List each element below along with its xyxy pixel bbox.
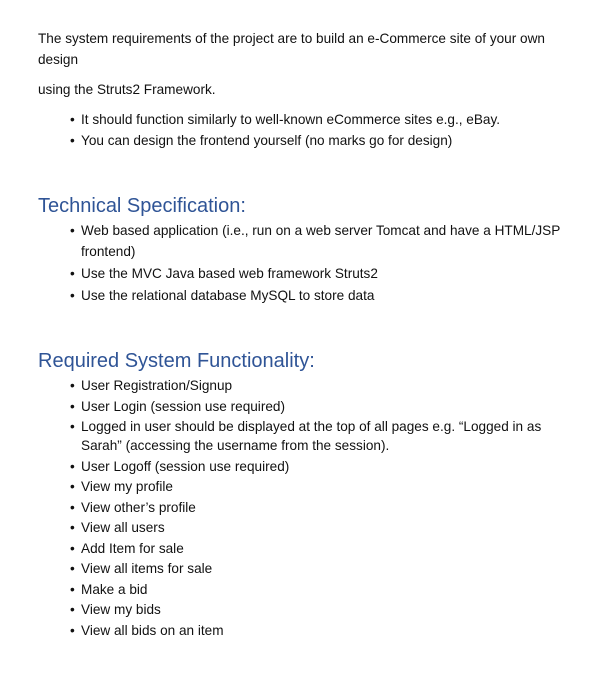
bullet-icon: • — [70, 561, 75, 576]
bullet-icon: • — [70, 288, 75, 303]
required-functionality-heading: Required System Functionality: — [38, 350, 315, 372]
list-item — [38, 580, 578, 599]
bullet-icon: • — [70, 602, 75, 617]
list-item — [38, 559, 578, 578]
list-item — [38, 220, 578, 262]
list-item-text: View all bids on an item — [81, 622, 224, 638]
list-item-text: View all items for sale — [81, 561, 213, 576]
bullet-icon: • — [70, 479, 75, 494]
list-item — [38, 417, 578, 455]
list-item-text: Web based application (i.e., run on a web server Tomcat and have a HTML/JSP frontend) — [81, 223, 561, 259]
list-item-text: Use the relational database MySQL to store data — [81, 288, 375, 303]
list-item — [38, 600, 578, 619]
bullet-icon: • — [70, 266, 75, 281]
list-item — [38, 110, 578, 130]
technical-bullet-list — [38, 220, 578, 306]
bullet-icon: • — [70, 499, 75, 515]
bullet-icon: • — [70, 458, 75, 474]
list-item-text: User Logoff (session use required) — [81, 458, 290, 474]
intro-paragraph-2: using the Struts2 Framework. — [38, 82, 216, 97]
intro-bullet-list — [38, 110, 578, 151]
list-item-text: View other’s profile — [81, 499, 196, 515]
list-item — [38, 376, 578, 395]
list-item — [38, 457, 578, 476]
bullet-icon: • — [70, 398, 75, 414]
list-item — [38, 477, 578, 496]
functionality-bullet-list — [38, 376, 578, 640]
list-item — [38, 131, 578, 151]
bullet-icon: • — [70, 520, 75, 535]
intro-paragraph-1: The system requirements of the project are to build an e-Commerce site of your own design — [38, 31, 545, 67]
list-item-text: View my profile — [81, 479, 173, 494]
list-item — [38, 518, 578, 537]
bullet-icon: • — [70, 419, 75, 434]
bullet-icon: • — [70, 378, 75, 393]
technical-specification-heading: Technical Specification: — [38, 195, 246, 217]
bullet-icon: • — [70, 133, 75, 148]
list-item-text: View my bids — [81, 602, 161, 617]
list-item — [38, 263, 578, 284]
list-item-text: User Registration/Signup — [81, 378, 233, 393]
list-item-text: Use the MVC Java based web framework Struts2 — [81, 266, 378, 281]
list-item — [38, 621, 578, 640]
list-item-text: Add Item for sale — [81, 540, 184, 556]
list-item-text: It should function similarly to well-known eCommerce sites e.g., eBay. — [81, 112, 501, 127]
bullet-icon: • — [70, 112, 75, 127]
list-item — [38, 539, 578, 558]
list-item-text: You can design the frontend yourself (no marks go for design) — [81, 133, 453, 148]
list-item-text: View all users — [81, 520, 165, 535]
bullet-icon: • — [70, 581, 75, 597]
list-item — [38, 285, 578, 306]
bullet-icon: • — [70, 223, 75, 238]
list-item — [38, 397, 578, 416]
list-item — [38, 498, 578, 517]
bullet-icon: • — [70, 622, 75, 638]
list-item-text: User Login (session use required) — [81, 398, 286, 414]
bullet-icon: • — [70, 540, 75, 556]
list-item-text: Logged in user should be displayed at the top of all pages e.g. “Logged in as Sarah” (accessing the username from the session). — [81, 419, 542, 453]
list-item-text: Make a bid — [81, 581, 148, 597]
document-page — [38, 28, 578, 641]
